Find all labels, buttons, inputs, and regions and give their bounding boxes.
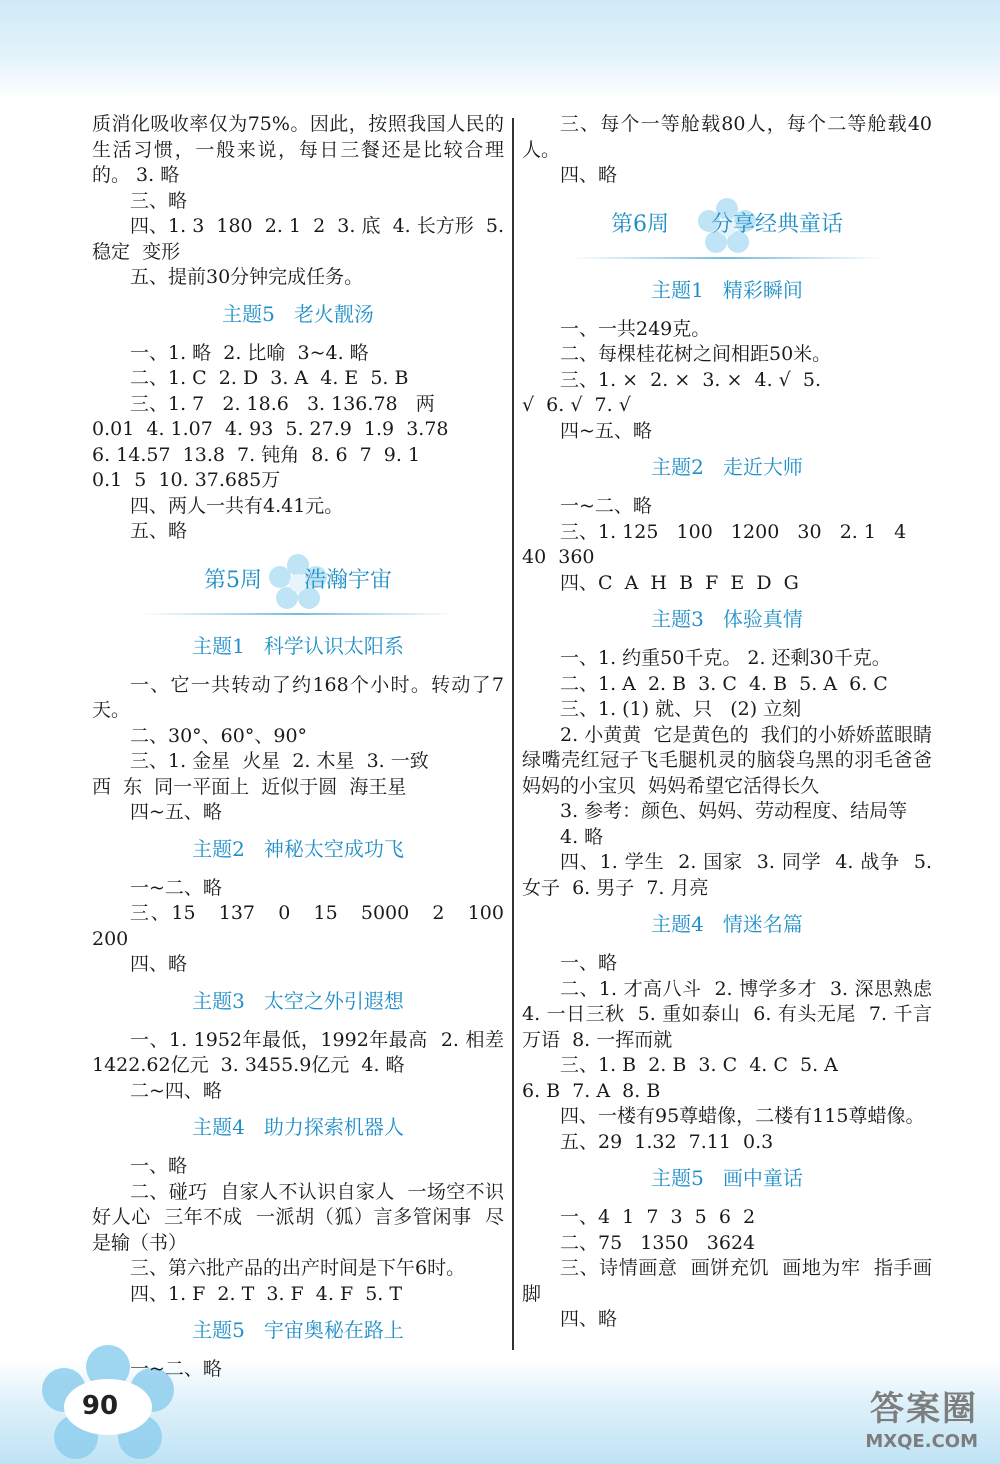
answer-line: 三、每个一等舱载80人，每个二等舱载40人。 — [522, 113, 932, 161]
answer-line: 三、第六批产品的出产时间是下午6时。 — [130, 1257, 466, 1279]
answer-line: 三、1. (1) 就、只 (2) 立刻 — [560, 698, 802, 720]
answer-line: 一、1. 略 2. 比喻 3~4. 略 — [130, 341, 369, 364]
topic-heading: 主题2 神秘太空成功飞 — [192, 836, 404, 861]
answer-line: 二、1. 才高八斗 2. 博学多才 3. 深思熟虑 4. 一日三秋 5. 重如泰山 6. 有头无尾 7. 千言万语 8. 一挥而就 — [522, 977, 945, 1051]
topic-heading: 主题5 宇宙奥秘在路上 — [192, 1318, 404, 1342]
answer-line: 一、略 — [560, 952, 618, 974]
answer-line: 二、1. C 2. D 3. A 4. E 5. B — [130, 367, 409, 389]
answer-line: 四、略 — [560, 1308, 618, 1330]
answer-line: 6. 14.57 13.8 7. 钝角 8. 6 7 9. 1 — [92, 443, 421, 466]
week-banner — [92, 551, 504, 617]
topic-heading: 主题2 走近大师 — [651, 455, 803, 479]
answer-line: 一、略 — [130, 1155, 188, 1177]
topic-heading: 主题5 画中童话 — [651, 1166, 803, 1190]
answer-line: 一~二、略 — [560, 495, 652, 517]
answer-line: 四、1. 3 180 2. 1 2 3. 底 4. 长方形 5. 稳定 变形 — [92, 215, 511, 263]
answer-line: 6. B 7. A 8. B — [522, 1079, 661, 1102]
left-column — [92, 112, 523, 1383]
answer-line: 一~二、略 — [130, 1358, 222, 1380]
answer-line: 三、1. 125 100 1200 30 2. 1 4 — [560, 520, 907, 543]
watermark-url: MXQE.COM — [865, 1431, 978, 1452]
topic-heading: 主题3 太空之外引遐想 — [192, 988, 404, 1013]
answer-line: √ 6. √ 7. √ — [522, 394, 631, 416]
header-decoration-band — [0, 0, 1000, 100]
answer-line: 五、提前30分钟完成任务。 — [130, 266, 364, 288]
answer-line: 质消化吸收率仅为75%。因此，按照我国人民的生活习惯，一般来说，每日三餐还是比较合理的。 3. 略 — [92, 113, 504, 186]
answer-line: 二~四、略 — [130, 1079, 222, 1102]
answer-line: 2. 小黄黄 它是黄色的 我们的小娇娇蓝眼睛绿嘴壳红冠子飞毛腿机灵的脑袋乌黑的羽毛爸爸妈妈的小宝贝 妈妈希望它活得长久 — [522, 723, 932, 797]
right-column — [522, 112, 945, 1333]
answer-line: 五、略 — [130, 520, 188, 542]
answer-line: 40 360 — [522, 546, 595, 568]
answer-line: 一、它一共转动了约168个小时。转动了7天。 — [92, 673, 504, 721]
topic-heading: 主题3 体验真情 — [651, 607, 803, 631]
answer-line: 四、1. 学生 2. 国家 3. 同学 4. 战争 5. 女子 6. 男子 7. 月亮 — [522, 851, 939, 899]
answer-line: 四、1. F 2. T 3. F 4. F 5. T — [130, 1282, 403, 1305]
answer-line: 三、略 — [130, 189, 188, 212]
answer-line: 二、75 1350 3624 — [560, 1231, 756, 1254]
answer-line: 四、略 — [560, 164, 618, 186]
answer-line: 二、1. A 2. B 3. C 4. B 5. A 6. C — [560, 672, 888, 695]
answer-line: 四、C A H B F E D G — [560, 571, 799, 594]
answer-line: 一、4 1 7 3 5 6 2 — [560, 1206, 756, 1228]
answer-line: 0.1 5 10. 37.685万 — [92, 469, 281, 491]
week-banner — [522, 195, 932, 261]
answer-line: 三、15 137 0 15 5000 2 100 200 — [92, 902, 523, 950]
answer-line: 三、1. B 2. B 3. C 4. C 5. A — [560, 1054, 838, 1076]
answer-line: 0.01 4. 1.07 4. 93 5. 27.9 1.9 3.78 — [92, 418, 449, 440]
watermark-logo: 答案圈 — [870, 1389, 978, 1429]
topic-heading: 主题1 科学认识太阳系 — [192, 633, 404, 658]
answer-line: 四、略 — [130, 953, 188, 975]
answer-line: 西 东 同一平面上 近似于圆 海王星 — [92, 775, 407, 798]
answer-line: 三、1. 7 2. 18.6 3. 136.78 两 — [130, 392, 435, 415]
answer-line: 三、1. 金星 火星 2. 木星 3. 一致 — [130, 750, 429, 772]
answer-line: 一、1. 约重50千克。 2. 还剩30千克。 — [560, 647, 891, 669]
answer-line: 一、1. 1952年最低，1992年最高 2. 相差1422.62亿元 3. 3455.9亿元 4. 略 — [92, 1028, 504, 1076]
answer-line: 4. 略 — [560, 825, 604, 848]
topic-heading: 主题5 老火靓汤 — [222, 301, 374, 326]
topic-heading: 主题4 情迷名篇 — [651, 912, 803, 936]
week-title: 第6周 分享经典童话 — [611, 211, 843, 237]
answer-line: 3. 参考：颜色、妈妈、劳动程度、结局等 — [560, 800, 908, 822]
page-number: 90 — [81, 1391, 119, 1421]
answer-line: 二、碰巧 自家人不认识自家人 一场空不识好人心 三年不成 一派胡（狐）言多管闲事 尽是输（书） — [92, 1180, 504, 1254]
answer-line: 四~五、略 — [560, 419, 652, 442]
column-divider — [512, 118, 514, 1350]
topic-heading: 主题4 助力探索机器人 — [192, 1115, 404, 1139]
answer-line: 四、一楼有95尊蜡像，二楼有115尊蜡像。 — [560, 1105, 925, 1127]
answer-line: 一~二、略 — [130, 876, 222, 899]
answer-line: 五、29 1.32 7.11 0.3 — [560, 1130, 774, 1153]
answer-line: 一、一共249克。 — [560, 317, 711, 340]
topic-heading: 主题1 精彩瞬间 — [651, 277, 803, 302]
answer-line: 三、1. × 2. × 3. × 4. √ 5. — [560, 368, 821, 391]
answer-line: 二、30°、60°、90° — [130, 724, 308, 747]
answer-line: 二、每棵桂花树之间相距50米。 — [560, 343, 832, 365]
answer-line: 三、诗情画意 画饼充饥 画地为牢 指手画脚 — [522, 1257, 932, 1305]
answer-line: 四~五、略 — [130, 801, 222, 823]
week-title: 第5周 浩瀚宇宙 — [204, 567, 392, 593]
answer-line: 四、两人一共有4.41元。 — [130, 494, 344, 517]
watermark — [778, 1388, 978, 1460]
